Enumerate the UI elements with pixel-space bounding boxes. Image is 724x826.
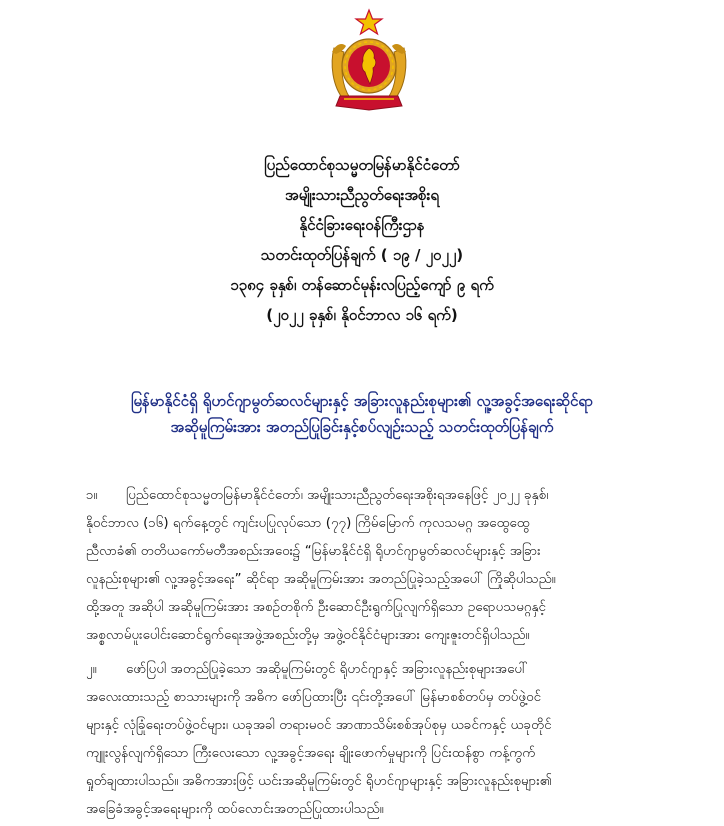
myanmar-calendar-date: ၁၃၈၄ ခုနှစ်၊ တန်ဆောင်မုန်းလပြည့်ကျော် ၉ ရက် <box>230 276 494 294</box>
state-seal-emblem <box>328 8 410 114</box>
paragraph-first-line <box>86 482 692 510</box>
government-name: အမျိုးသားညီညွတ်ရေးအစိုးရ <box>285 186 439 204</box>
paragraph-1 <box>86 482 692 650</box>
country-name: ပြည်ထောင်စုသမ္မတမြန်မာနိုင်ငံတော် <box>264 156 460 174</box>
paragraph-first-line <box>86 656 692 684</box>
paragraph-line: နိုဝင်ဘာလ (၁၆) ရက်နေ့တွင် ကျင်းပပြုလုပ်သော (၇၇) ကြိမ်မြောက် ကုလသမဂ္ဂ အထွေထွေ <box>86 516 530 531</box>
letterhead <box>0 150 724 330</box>
state-seal-icon <box>328 8 410 114</box>
paragraph-text: ဖော်ပြပါ အတည်ပြုခဲ့သော အဆိုမူကြမ်းတွင် ရိုဟင်ဂျာနှင့် အခြားလူနည်းစုများအပေါ် <box>126 662 529 677</box>
ministry-name: နိုင်ငံခြားရေးဝန်ကြီးဌာန <box>299 216 425 234</box>
paragraph-2 <box>86 656 692 824</box>
paragraph-line: ညီလာခံ၏ တတိယကော်မတီအစည်းအဝေး၌ “မြန်မာနိုင်ငံရှိ ရိုဟင်ဂျာမွတ်ဆလင်များနှင့် အခြား <box>86 544 541 559</box>
paragraph-line: အစ္စလာမ်ပူးပေါင်းဆောင်ရွက်ရေးအဖွဲ့အစည်းတို့မှ အဖွဲ့ဝင်နိုင်ငံများအား ကျေးဇူးတင်ရှိပါသည်။ <box>86 628 530 643</box>
paragraph-number: ၂။ <box>86 662 97 677</box>
title-line: အဆိုမူကြမ်းအား အတည်ပြုခြင်းနှင့်စပ်လျဉ်းသည့် သတင်းထုတ်ပြန်ချက် <box>170 418 554 436</box>
paragraph-line: အခြေခံအခွင့်အရေးများကို ထပ်လောင်းအတည်ပြုထားပါသည်။ <box>86 802 384 817</box>
paragraph-text: ပြည်ထောင်စုသမ္မတမြန်မာနိုင်ငံတော်၊ အမျိုးသားညီညွတ်ရေးအစိုးရအနေဖြင့် ၂၀၂၂ ခုနှစ်၊ <box>126 488 549 503</box>
press-release-number: သတင်းထုတ်ပြန်ချက် ( ၁၉ / ၂၀၂၂) <box>260 246 464 264</box>
paragraph-line: ကျူးလွန်လျက်ရှိသော ကြီးလေးသော လူ့အခွင့်အရေး ချိုးဖောက်မှုများကို ပြင်းထန်စွာ ကန့်ကွက် <box>86 746 536 761</box>
paragraph-line: များနှင့် လုံခြုံရေးတပ်ဖွဲ့ဝင်များ၊ ယခုအခါ တရားမဝင် အာဏာသိမ်းစစ်အုပ်စုမှ ယခင်ကနှင့် ယခုတိုင် <box>86 718 552 733</box>
document-title <box>0 388 724 440</box>
title-line: မြန်မာနိုင်ငံရှိ ရိုဟင်ဂျာမွတ်ဆလင်များနှင့် အခြားလူနည်းစုများ၏ လူ့အခွင့်အရေးဆိုင်ရာ <box>130 392 594 410</box>
paragraph-line: ရှုတ်ချထားပါသည်။ အဓိကအားဖြင့် ယင်းအဆိုမူကြမ်းတွင် ရိုဟင်ဂျာများနှင့် အခြားလူနည်းစုများ၏ <box>86 774 552 789</box>
paragraph-line: ထို့အတူ အဆိုပါ အဆိုမူကြမ်းအား အစဉ်တစိုက် ဦးဆောင်ဦးရွက်ပြုလျက်ရှိသော ဥရောပသမဂ္ဂနှင့် <box>86 600 546 615</box>
gregorian-date: (၂၀၂၂ ခုနှစ်၊ နိုဝင်ဘာလ ၁၆ ရက်) <box>266 306 458 324</box>
paragraph-number: ၁။ <box>86 488 98 503</box>
paragraph-line: အလေးထားသည့် စာသားများကို အဓိက ဖော်ပြထားပြီး ၎င်းတို့အပေါ် မြန်မာစစ်တပ်မှ တပ်ဖွဲ့ဝင် <box>86 690 542 705</box>
paragraph-line: လူနည်းစုများ၏ လူ့အခွင့်အရေး” ဆိုင်ရာ အဆိုမူကြမ်းအား အတည်ပြုခဲ့သည့်အပေါ် ကြိုဆိုပါသည်။ <box>86 572 556 587</box>
